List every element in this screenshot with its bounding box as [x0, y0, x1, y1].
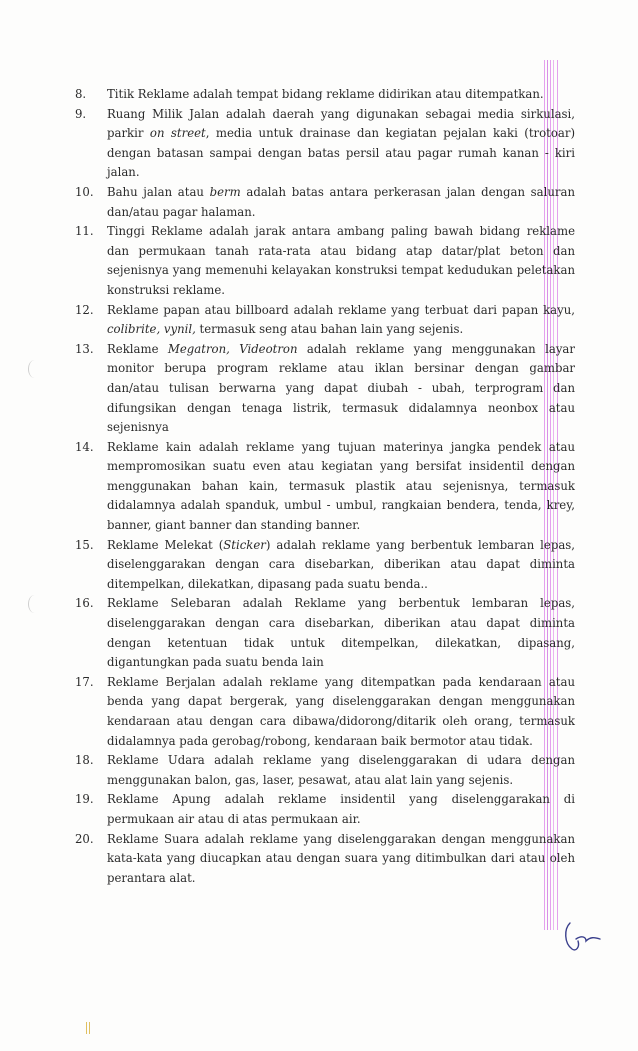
item-text: Reklame Apung adalah reklame insidentil yang diselenggarakan di permukaan air atau di atas permukaan air. [107, 792, 575, 826]
item-text: Reklame Selebaran adalah Reklame yang berbentuk lembaran lepas, diselenggarakan dengan cara disebarkan, diberikan atau dapat diminta dengan ketentuan tidak untuk ditempelkan, dilekatkan, dipasang, digantungkan pada suatu benda lain [107, 596, 575, 670]
punch-hole-mark [28, 595, 41, 613]
list-item [75, 301, 575, 340]
item-number: 14. [75, 439, 94, 454]
list-item [75, 673, 575, 751]
item-text: Reklame Berjalan adalah reklame yang ditempatkan pada kendaraan atau benda yang dapat bergerak, yang diselenggarakan dengan menggunakan kendaraan atau dengan cara dibawa/didorong/ditarik oleh orang, termasuk didalamnya pada gerobag/robong, kendaraan baik bermotor atau tidak. [107, 674, 575, 748]
item-text: Tinggi Reklame adalah jarak antara ambang paling bawah bidang reklame dan permukaan tanah rata-rata atau bidang atap datar/plat beton dan sejenisnya yang memenuhi kelayakan konstruksi tempat kedudukan peletakan konstruksi reklame. [107, 224, 575, 297]
item-number: 8. [75, 87, 87, 101]
item-text: Reklame Melekat (Sticker) adalah reklame yang berbentuk lembaran lepas, diselenggarakan dengan cara disebarkan, diberikan atau dapat diminta ditempelkan, dilekatkan, dipasang pada suatu benda.. [107, 537, 575, 591]
item-number: 17. [75, 674, 94, 689]
item-text: Ruang Milik Jalan adalah daerah yang digunakan sebagai media sirkulasi, parkir on street, media untuk drainase dan kegiatan pejalan kaki (trotoar) dengan batasan sampai dengan batas persil atau pagar rumah kanan - kiri jalan. [107, 106, 576, 180]
item-text: Reklame kain adalah reklame yang tujuan materinya jangka pendek atau mempromosikan suatu even atau kegiatan yang bersifat insidentil dengan menggunakan bahan kain, termasuk plastik atau sejenisnya, termasuk didalamnya adalah spanduk, umbul - umbul, rangkaian bendera, tenda, krey, banner, giant banner dan standing banner. [107, 439, 575, 533]
list-item [75, 536, 575, 595]
list-item [75, 594, 575, 672]
item-text: Reklame Megatron, Videotron adalah reklame yang menggunakan layar monitor berupa program reklame atau iklan bersinar dengan gambar dan/atau tulisan berwarna yang dapat diubah - ubah, terprogram dan difungsikan dengan tenaga listrik, termasuk didalamnya neonbox atau sejenisnya [107, 341, 575, 435]
item-number: 18. [75, 753, 94, 768]
item-number: 13. [75, 341, 94, 356]
item-text: Reklame Udara adalah reklame yang diselenggarakan di udara dengan menggunakan balon, gas, laser, pesawat, atau alat lain yang sejenis. [107, 753, 575, 787]
item-text: Bahu jalan atau berm adalah batas antara perkerasan jalan dengan saluran dan/atau pagar halaman. [107, 184, 575, 219]
item-number: 9. [75, 106, 87, 121]
list-item [75, 105, 575, 183]
list-item [75, 830, 575, 889]
item-number: 16. [75, 596, 94, 611]
item-text: Titik Reklame adalah tempat bidang reklame didirikan atau ditempatkan. [107, 87, 544, 101]
item-number: 19. [75, 792, 94, 807]
item-number: 10. [75, 184, 94, 199]
definition-list [75, 85, 575, 888]
list-item [75, 751, 575, 790]
list-item [75, 790, 575, 829]
punch-hole-mark [28, 360, 41, 378]
list-item [75, 183, 575, 222]
item-number: 11. [75, 224, 94, 239]
item-text: Reklame Suara adalah reklame yang diselenggarakan dengan menggunakan kata-kata yang diucapkan atau dengan suara yang ditimbulkan dari atau oleh perantara alat. [107, 831, 575, 885]
item-text: Reklame papan atau billboard adalah reklame yang terbuat dari papan kayu, colibrite, vynil, termasuk seng atau bahan lain yang sejenis. [107, 302, 575, 337]
item-number: 12. [75, 302, 94, 317]
list-item [75, 222, 575, 300]
item-number: 15. [75, 537, 94, 552]
item-number: 20. [75, 831, 94, 846]
list-item [75, 85, 575, 105]
list-item [75, 340, 575, 438]
list-item [75, 438, 575, 536]
handwritten-initials-icon [560, 915, 604, 955]
scan-artifact-mark [86, 1022, 90, 1034]
